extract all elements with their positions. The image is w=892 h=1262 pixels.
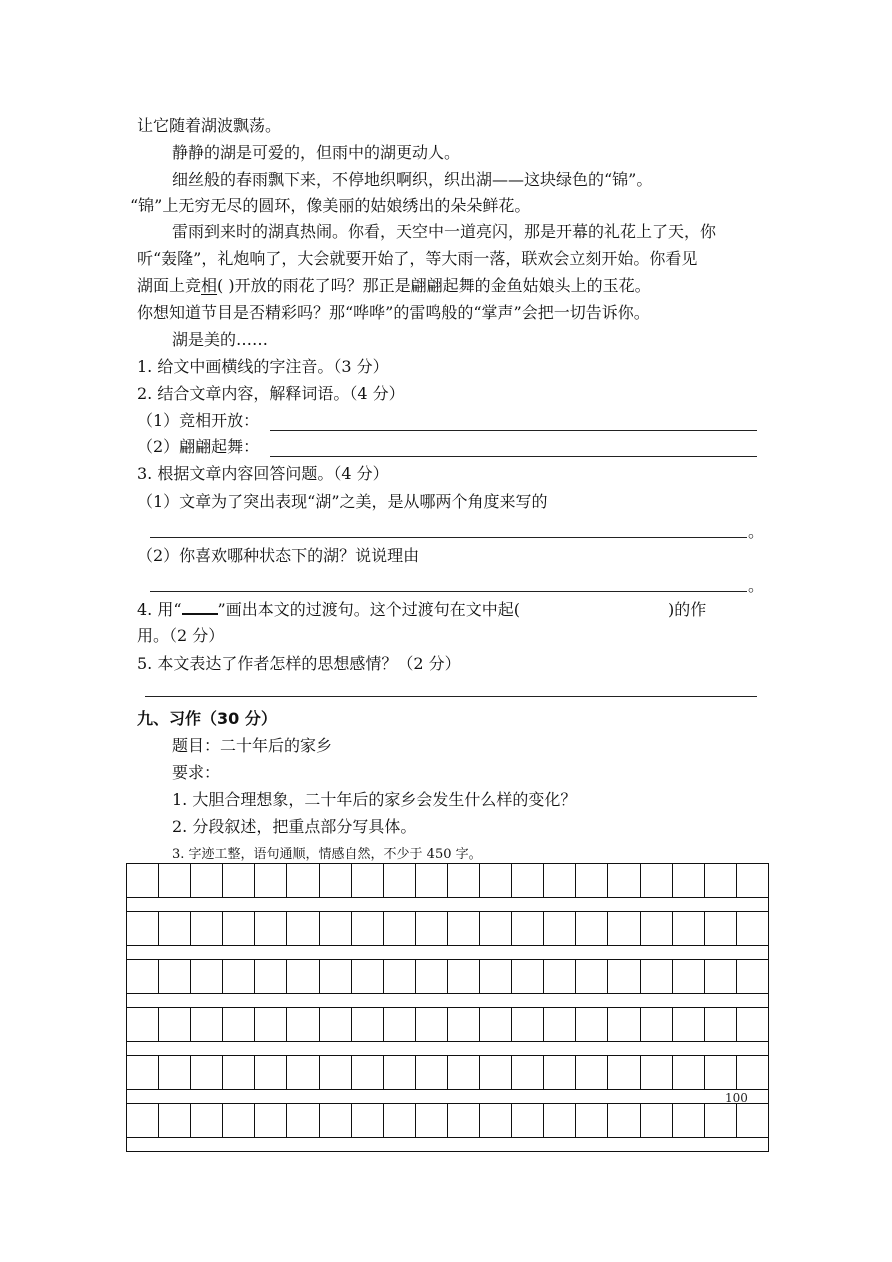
grid-cell[interactable] <box>544 1008 576 1041</box>
requirement-3: 3. 字迹工整，语句通顺，情感自然，不少于 450 字。 <box>172 847 482 862</box>
grid-cell[interactable] <box>737 864 768 897</box>
grid-cell[interactable] <box>159 912 191 945</box>
grid-cell[interactable] <box>705 1008 737 1041</box>
grid-cell[interactable] <box>448 960 480 993</box>
grid-cell[interactable] <box>673 1008 705 1041</box>
passage-text: ( )开放的雨花了吗？那正是翩翩起舞的金鱼姑娘头上的玉花。 <box>217 276 651 295</box>
grid-row-spacer <box>126 945 769 959</box>
underline-sample <box>182 599 218 615</box>
grid-cell[interactable] <box>255 864 287 897</box>
grid-cell[interactable] <box>576 864 608 897</box>
grid-cell[interactable] <box>287 960 319 993</box>
grid-cell[interactable] <box>191 1104 223 1137</box>
question-text: 4. 用“ <box>137 600 182 619</box>
grid-cell[interactable] <box>287 864 319 897</box>
grid-cell[interactable] <box>352 1008 384 1041</box>
grid-cell[interactable] <box>255 912 287 945</box>
word-count-marker: 100 <box>725 1091 748 1105</box>
grid-cell[interactable] <box>673 1056 705 1089</box>
grid-cell[interactable] <box>512 1056 544 1089</box>
passage-line: “锦”上无穷无尽的圆环，像美丽的姑娘绣出的朵朵鲜花。 <box>130 196 531 215</box>
grid-cell[interactable] <box>159 1104 191 1137</box>
grid-cell[interactable] <box>641 912 673 945</box>
grid-cell[interactable] <box>576 1104 608 1137</box>
grid-row <box>126 1103 769 1137</box>
grid-cell[interactable] <box>480 1104 512 1137</box>
grid-cell[interactable] <box>673 1104 705 1137</box>
essay-topic: 题目：二十年后的家乡 <box>172 736 333 755</box>
essay-grid[interactable] <box>126 863 769 1152</box>
grid-cell[interactable] <box>512 960 544 993</box>
grid-cell[interactable] <box>641 1008 673 1041</box>
grid-cell[interactable] <box>737 960 768 993</box>
grid-cell[interactable] <box>544 864 576 897</box>
grid-cell[interactable] <box>352 1056 384 1089</box>
question-3: 3. 根据文章内容回答问题。（4 分） <box>137 464 389 483</box>
question-text: )的作 <box>667 600 707 619</box>
answer-line[interactable] <box>145 696 757 697</box>
passage-line: 让它随着湖波飘荡。 <box>137 116 282 135</box>
grid-cell[interactable] <box>512 912 544 945</box>
grid-cell[interactable] <box>416 864 448 897</box>
grid-cell[interactable] <box>544 1056 576 1089</box>
question-4-cont: 用。（2 分） <box>137 626 225 645</box>
grid-cell[interactable] <box>544 1104 576 1137</box>
grid-cell[interactable] <box>416 1008 448 1041</box>
grid-cell[interactable] <box>384 1008 416 1041</box>
grid-cell[interactable] <box>641 1056 673 1089</box>
grid-cell[interactable] <box>320 1104 352 1137</box>
grid-cell[interactable] <box>737 1104 768 1137</box>
question-2-part-2: （2）翩翩起舞： <box>137 437 260 456</box>
grid-cell[interactable] <box>416 1104 448 1137</box>
grid-cell[interactable] <box>641 960 673 993</box>
grid-cell[interactable] <box>480 912 512 945</box>
grid-cell[interactable] <box>512 864 544 897</box>
passage-line: 细丝般的春雨飘下来，不停地织啊织，织出湖——这块绿色的“锦”。 <box>172 170 653 189</box>
grid-cell[interactable] <box>416 960 448 993</box>
grid-cell[interactable] <box>255 1104 287 1137</box>
grid-cell[interactable] <box>191 1056 223 1089</box>
grid-row <box>126 1007 769 1041</box>
section-heading: 九、习作（30 分） <box>137 709 277 728</box>
grid-cell[interactable] <box>544 912 576 945</box>
grid-cell[interactable] <box>512 1104 544 1137</box>
grid-cell[interactable] <box>641 864 673 897</box>
grid-cell[interactable] <box>384 864 416 897</box>
grid-cell[interactable] <box>287 1008 319 1041</box>
grid-cell[interactable] <box>416 912 448 945</box>
grid-cell[interactable] <box>159 864 191 897</box>
grid-row-spacer <box>126 1137 769 1152</box>
grid-cell[interactable] <box>127 960 159 993</box>
grid-cell[interactable] <box>448 864 480 897</box>
grid-cell[interactable] <box>191 912 223 945</box>
grid-cell[interactable] <box>127 1104 159 1137</box>
grid-cell[interactable] <box>576 1008 608 1041</box>
grid-cell[interactable] <box>448 1056 480 1089</box>
question-4 <box>137 599 706 620</box>
grid-cell[interactable] <box>255 1056 287 1089</box>
grid-cell[interactable] <box>608 960 640 993</box>
question-2-part-1: （1）竞相开放： <box>137 411 260 430</box>
answer-line[interactable] <box>150 591 747 592</box>
grid-cell[interactable] <box>223 1008 255 1041</box>
grid-cell[interactable] <box>384 1056 416 1089</box>
grid-row <box>126 863 769 897</box>
grid-cell[interactable] <box>255 1008 287 1041</box>
grid-cell[interactable] <box>320 1056 352 1089</box>
grid-cell[interactable] <box>127 1008 159 1041</box>
grid-cell[interactable] <box>384 1104 416 1137</box>
question-3-part-1: （1）文章为了突出表现“湖”之美，是从哪两个角度来写的 <box>137 492 548 511</box>
grid-cell[interactable] <box>159 1008 191 1041</box>
grid-cell[interactable] <box>384 912 416 945</box>
passage-line: 静静的湖是可爱的，但雨中的湖更动人。 <box>172 143 461 162</box>
grid-cell[interactable] <box>223 912 255 945</box>
grid-cell[interactable] <box>576 1056 608 1089</box>
passage-line: 你想知道节目是否精彩吗？那“哗哗”的雷鸣般的“掌声”会把一切告诉你。 <box>137 303 650 322</box>
grid-cell[interactable] <box>352 912 384 945</box>
requirement-1: 1. 大胆合理想象，二十年后的家乡会发生什么样的变化？ <box>172 790 577 809</box>
question-5: 5. 本文表达了作者怎样的思想感情？（2 分） <box>137 654 461 673</box>
grid-cell[interactable] <box>641 1104 673 1137</box>
grid-row <box>126 959 769 993</box>
grid-cell[interactable] <box>448 1008 480 1041</box>
grid-cell[interactable] <box>352 864 384 897</box>
passage-line: 湖是美的…… <box>172 330 269 349</box>
grid-cell[interactable] <box>705 864 737 897</box>
grid-cell[interactable] <box>705 912 737 945</box>
grid-cell[interactable] <box>608 912 640 945</box>
grid-cell[interactable] <box>673 864 705 897</box>
grid-row-spacer <box>126 897 769 911</box>
grid-cell[interactable] <box>673 960 705 993</box>
grid-cell[interactable] <box>608 1056 640 1089</box>
grid-cell[interactable] <box>352 960 384 993</box>
grid-cell[interactable] <box>608 1104 640 1137</box>
grid-row <box>126 1055 769 1089</box>
passage-line <box>137 276 651 296</box>
grid-row-spacer <box>126 1089 769 1103</box>
requirement-2: 2. 分段叙述，把重点部分写具体。 <box>172 817 417 836</box>
grid-cell[interactable] <box>352 1104 384 1137</box>
grid-cell[interactable] <box>191 1008 223 1041</box>
grid-cell[interactable] <box>287 1104 319 1137</box>
grid-row-spacer <box>126 993 769 1007</box>
grid-cell[interactable] <box>480 1056 512 1089</box>
passage-line: 雷雨到来时的湖真热闹。你看，天空中一道亮闪，那是开幕的礼花上了天，你 <box>172 222 717 241</box>
grid-cell[interactable] <box>255 960 287 993</box>
grid-cell[interactable] <box>127 912 159 945</box>
grid-cell[interactable] <box>320 960 352 993</box>
grid-row-spacer <box>126 1041 769 1055</box>
grid-cell[interactable] <box>448 912 480 945</box>
grid-cell[interactable] <box>223 960 255 993</box>
grid-cell[interactable] <box>544 960 576 993</box>
grid-cell[interactable] <box>191 864 223 897</box>
grid-cell[interactable] <box>416 1056 448 1089</box>
question-1: 1. 给文中画横线的字注音。（3 分） <box>137 357 389 376</box>
grid-cell[interactable] <box>287 912 319 945</box>
question-text: ”画出本文的过渡句。这个过渡句在文中起( <box>217 600 520 619</box>
grid-cell[interactable] <box>608 864 640 897</box>
grid-row <box>126 911 769 945</box>
answer-line[interactable] <box>270 430 757 431</box>
grid-cell[interactable] <box>705 960 737 993</box>
grid-cell[interactable] <box>480 864 512 897</box>
passage-text: 湖面上竞 <box>137 276 202 295</box>
period-mark: 。 <box>748 576 765 595</box>
grid-cell[interactable] <box>705 1104 737 1137</box>
answer-line[interactable] <box>150 537 747 538</box>
grid-cell[interactable] <box>480 960 512 993</box>
grid-cell[interactable] <box>384 960 416 993</box>
grid-cell[interactable] <box>737 912 768 945</box>
grid-cell[interactable] <box>737 1056 768 1089</box>
grid-cell[interactable] <box>127 864 159 897</box>
grid-cell[interactable] <box>159 960 191 993</box>
grid-cell[interactable] <box>320 864 352 897</box>
grid-cell[interactable] <box>737 1008 768 1041</box>
grid-cell[interactable] <box>705 1056 737 1089</box>
grid-cell[interactable] <box>287 1056 319 1089</box>
grid-cell[interactable] <box>576 960 608 993</box>
grid-cell[interactable] <box>159 1056 191 1089</box>
answer-line[interactable] <box>270 456 757 457</box>
question-2: 2. 结合文章内容，解释词语。（4 分） <box>137 384 405 403</box>
grid-cell[interactable] <box>673 912 705 945</box>
grid-cell[interactable] <box>320 912 352 945</box>
grid-cell[interactable] <box>608 1008 640 1041</box>
grid-cell[interactable] <box>512 1008 544 1041</box>
grid-cell[interactable] <box>223 1104 255 1137</box>
grid-cell[interactable] <box>191 960 223 993</box>
grid-cell[interactable] <box>223 1056 255 1089</box>
period-mark: 。 <box>748 522 765 541</box>
grid-cell[interactable] <box>448 1104 480 1137</box>
grid-cell[interactable] <box>127 1056 159 1089</box>
grid-cell[interactable] <box>480 1008 512 1041</box>
grid-cell[interactable] <box>320 1008 352 1041</box>
grid-cell[interactable] <box>223 864 255 897</box>
question-3-part-2: （2）你喜欢哪种状态下的湖？说说理由 <box>137 546 420 565</box>
grid-cell[interactable] <box>576 912 608 945</box>
requirements-label: 要求： <box>172 763 221 782</box>
underlined-char: 相 <box>201 276 218 295</box>
passage-line: 听“轰隆”，礼炮响了，大会就要开始了，等大雨一落，联欢会立刻开始。你看见 <box>137 249 698 268</box>
